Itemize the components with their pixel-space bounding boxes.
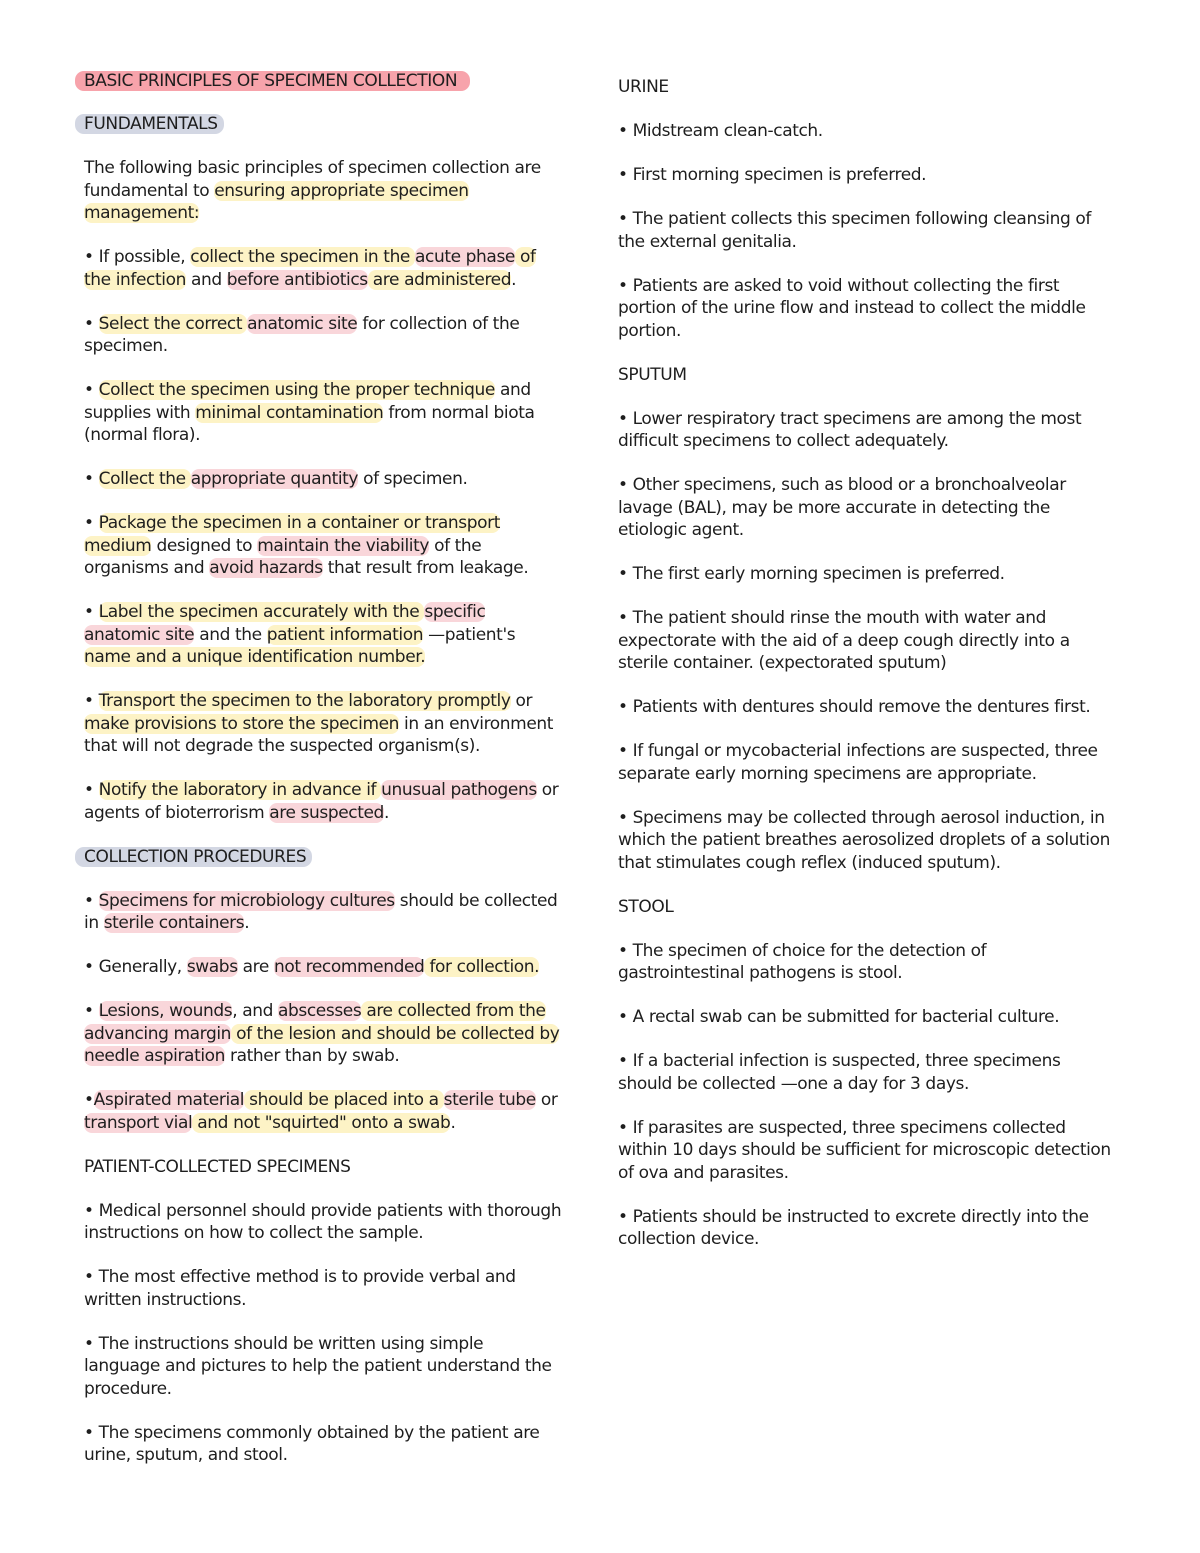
document-title [84,70,564,92]
list-item: • The patient should rinse the mouth with water and expectorate with the aid of a deep cough directly into a sterile container. (expectorated sputum) [618,608,1070,673]
fundamentals-intro: The following basic principles of specimen collection are fundamental to ensuring appropriate specimen management: [84,158,541,223]
list-item: • A rectal swab can be submitted for bacterial culture. [618,1007,1060,1027]
list-item: • Label the specimen accurately with the specific anatomic site and the patient information —patient's name and a unique identification number. [84,602,516,667]
list-item: • The patient collects this specimen following cleansing of the external genitalia. [618,209,1091,252]
list-item: • Midstream clean-catch. [618,121,823,141]
list-item: • The specimen of choice for the detection of gastrointestinal pathogens is stool. [618,940,987,983]
list-item: • If parasites are suspected, three specimens collected within 10 days should be sufficient for microscopic detection of ova and parasites. [618,1117,1111,1183]
list-item: • Generally, swabs are not recommended for collection. [84,957,540,977]
collection-procedures-heading [84,846,564,868]
fundamentals-heading-highlight: FUNDAMENTALS [75,114,224,134]
list-item: • Patients should be instructed to excrete directly into the collection device. [618,1206,1089,1249]
list-item: • Collect the specimen using the proper technique and supplies with minimal contamination from normal biota (normal flora). [84,380,535,445]
list-item: • Notify the laboratory in advance if unusual pathogens or agents of bioterrorism are suspected. [84,780,559,823]
list-item: • Select the correct anatomic site for collection of the specimen. [84,313,520,356]
list-item: • Other specimens, such as blood or a bronchoalveolar lavage (BAL), may be more accurate in detecting the etiologic agent. [618,475,1066,540]
list-item: • The specimens commonly obtained by the patient are urine, sputum, and stool. [84,1422,540,1465]
fundamentals-heading [84,113,564,135]
list-item: • Patients with dentures should remove the dentures first. [618,697,1091,717]
list-item: • The instructions should be written using simple language and pictures to help the patient understand the procedure. [84,1333,552,1399]
list-item: • If possible, collect the specimen in the acute phase of the infection and before antibiotics are administered. [84,247,536,290]
stool-heading: STOOL [618,896,674,917]
left-column [84,68,564,1488]
list-item: • Specimens for microbiology cultures should be collected in sterile containers. [84,890,558,933]
collection-heading-highlight: COLLECTION PROCEDURES [75,847,312,867]
list-item: • The most effective method is to provide verbal and written instructions. [84,1267,516,1310]
list-item: • Lesions, wounds, and abscesses are collected from the advancing margin of the lesion and should be collected by needle aspiration rather than by swab. [84,1001,560,1066]
list-item: • The first early morning specimen is preferred. [618,564,1005,584]
title-highlight: BASIC PRINCIPLES OF SPECIMEN COLLECTION [75,71,470,91]
list-item: • If fungal or mycobacterial infections are suspected, three separate early morning specimens are appropriate. [618,741,1098,784]
urine-heading: URINE [618,77,669,97]
sputum-heading: SPUTUM [618,364,687,385]
list-item: • If a bacterial infection is suspected, three specimens should be collected —one a day for 3 days. [618,1051,1061,1094]
list-item: • Medical personnel should provide patients with thorough instructions on how to collect the sample. [84,1200,562,1243]
list-item: • Transport the specimen to the laboratory promptly or make provisions to store the specimen in an environment that will not degrade the suspected organism(s). [84,691,554,756]
patient-collected-heading: PATIENT-COLLECTED SPECIMENS [84,1156,351,1177]
list-item: • Lower respiratory tract specimens are among the most difficult specimens to collect adequately. [618,408,1082,451]
list-item: • Package the specimen in a container or transport medium designed to maintain the viability of the organisms and avoid hazards that result from leakage. [84,513,529,578]
list-item: • Specimens may be collected through aerosol induction, in which the patient breathes aerosolized droplets of a solution that stimulates cough reflex (induced sputum). [618,807,1110,873]
right-column [618,68,1113,1272]
list-item: • Collect the appropriate quantity of specimen. [84,469,468,489]
list-item: • First morning specimen is preferred. [618,165,927,185]
list-item: •Aspirated material should be placed into a sterile tube or transport vial and not "squirted" onto a swab. [84,1090,558,1133]
list-item: • Patients are asked to void without collecting the first portion of the urine flow and instead to collect the middle portion. [618,275,1086,341]
